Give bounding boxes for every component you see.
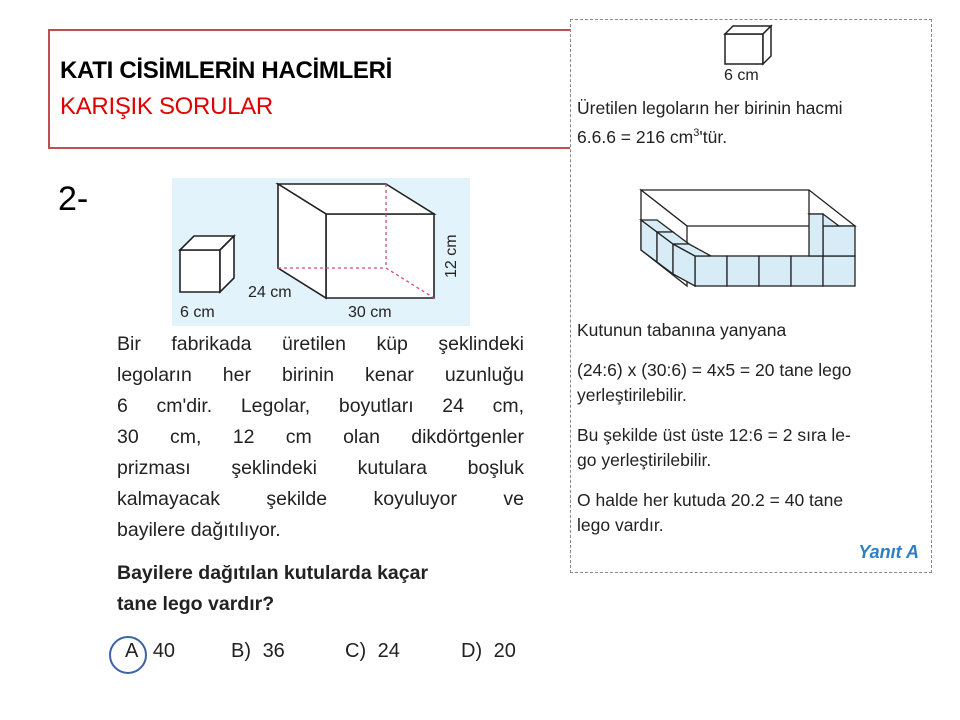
stack-line-1: Bu şekilde üst üste 12:6 = 2 sıra le- [577,425,851,445]
volume-exponent: 3 [693,127,700,139]
option-letter: A [125,640,138,662]
question-line: bayilere dağıtılıyor. [117,519,281,541]
option-b[interactable] [231,640,285,663]
base-line-2: yerleştirilebilir. [577,385,687,405]
question-line: legoların her birinin kenar uzunluğu [117,364,524,386]
volume-suffix: 'tür. [699,126,728,147]
stack-line-2: go yerleştirilebilir. [577,450,712,470]
question-line: Bir fabrikada üretilen küp şeklindeki [117,333,524,355]
question-text [117,329,524,546]
selected-answer-circle [109,636,147,674]
option-d[interactable] [461,640,516,663]
prompt-line: Bayilere dağıtılan kutularda kaçar [117,562,429,584]
option-c[interactable] [345,640,400,663]
box-depth-label: 24 cm [248,284,292,301]
slide-subtitle: KARIŞIK SORULAR [60,93,273,120]
slide-title: KATI CİSİMLERİN HACİMLERİ [60,57,393,84]
option-value: 40 [152,640,176,662]
question-line: 6 cm'dir. Legolar, boyutları 24 cm, [117,395,524,417]
question-figure [172,178,470,326]
large-box-shape [278,184,434,298]
solution-cube-label: 6 cm [724,67,759,84]
volume-line-2 [577,121,727,150]
solution-cube-shape [725,26,771,64]
base-heading: Kutunun tabanına yanyana [577,320,787,340]
volume-line-1: Üretilen legoların her birinin hacmi [577,98,843,118]
option-a[interactable] [125,640,175,663]
answer-label: Yanıt A [858,542,919,562]
question-prompt [117,558,524,620]
option-value: 36 [262,640,285,662]
option-letter: C) [345,640,367,662]
box-height-label: 12 cm [443,234,460,278]
solution-drawing [571,20,931,320]
question-line: 30 cm, 12 cm olan dikdörtgenler [117,426,524,448]
title-box [48,29,588,149]
volume-formula: 6.6.6 = 216 cm [577,126,694,147]
small-cube-shape [180,236,234,292]
option-letter: B) [231,640,251,662]
option-value: 20 [493,640,516,662]
lego-box-shape [641,190,855,286]
solution-box [570,19,932,573]
cube-edge-label: 6 cm [180,304,215,321]
question-card [100,172,540,672]
question-line: kalmayacak şekilde koyuluyor ve [117,488,524,510]
answer-options [117,636,537,672]
option-value: 24 [377,640,400,662]
prompt-line: tane lego vardır? [117,593,275,615]
base-line-1: (24:6) x (30:6) = 4x5 = 20 tane lego [577,360,852,380]
question-line: prizması şeklindeki kutulara boşluk [117,457,524,479]
option-letter: D) [461,640,483,662]
box-width-label: 30 cm [348,304,392,321]
question-number: 2- [58,180,89,218]
box-and-cube-drawing [172,178,470,326]
result-line-2: lego vardır. [577,515,664,535]
result-line-1: O halde her kutuda 20.2 = 40 tane [577,490,844,510]
